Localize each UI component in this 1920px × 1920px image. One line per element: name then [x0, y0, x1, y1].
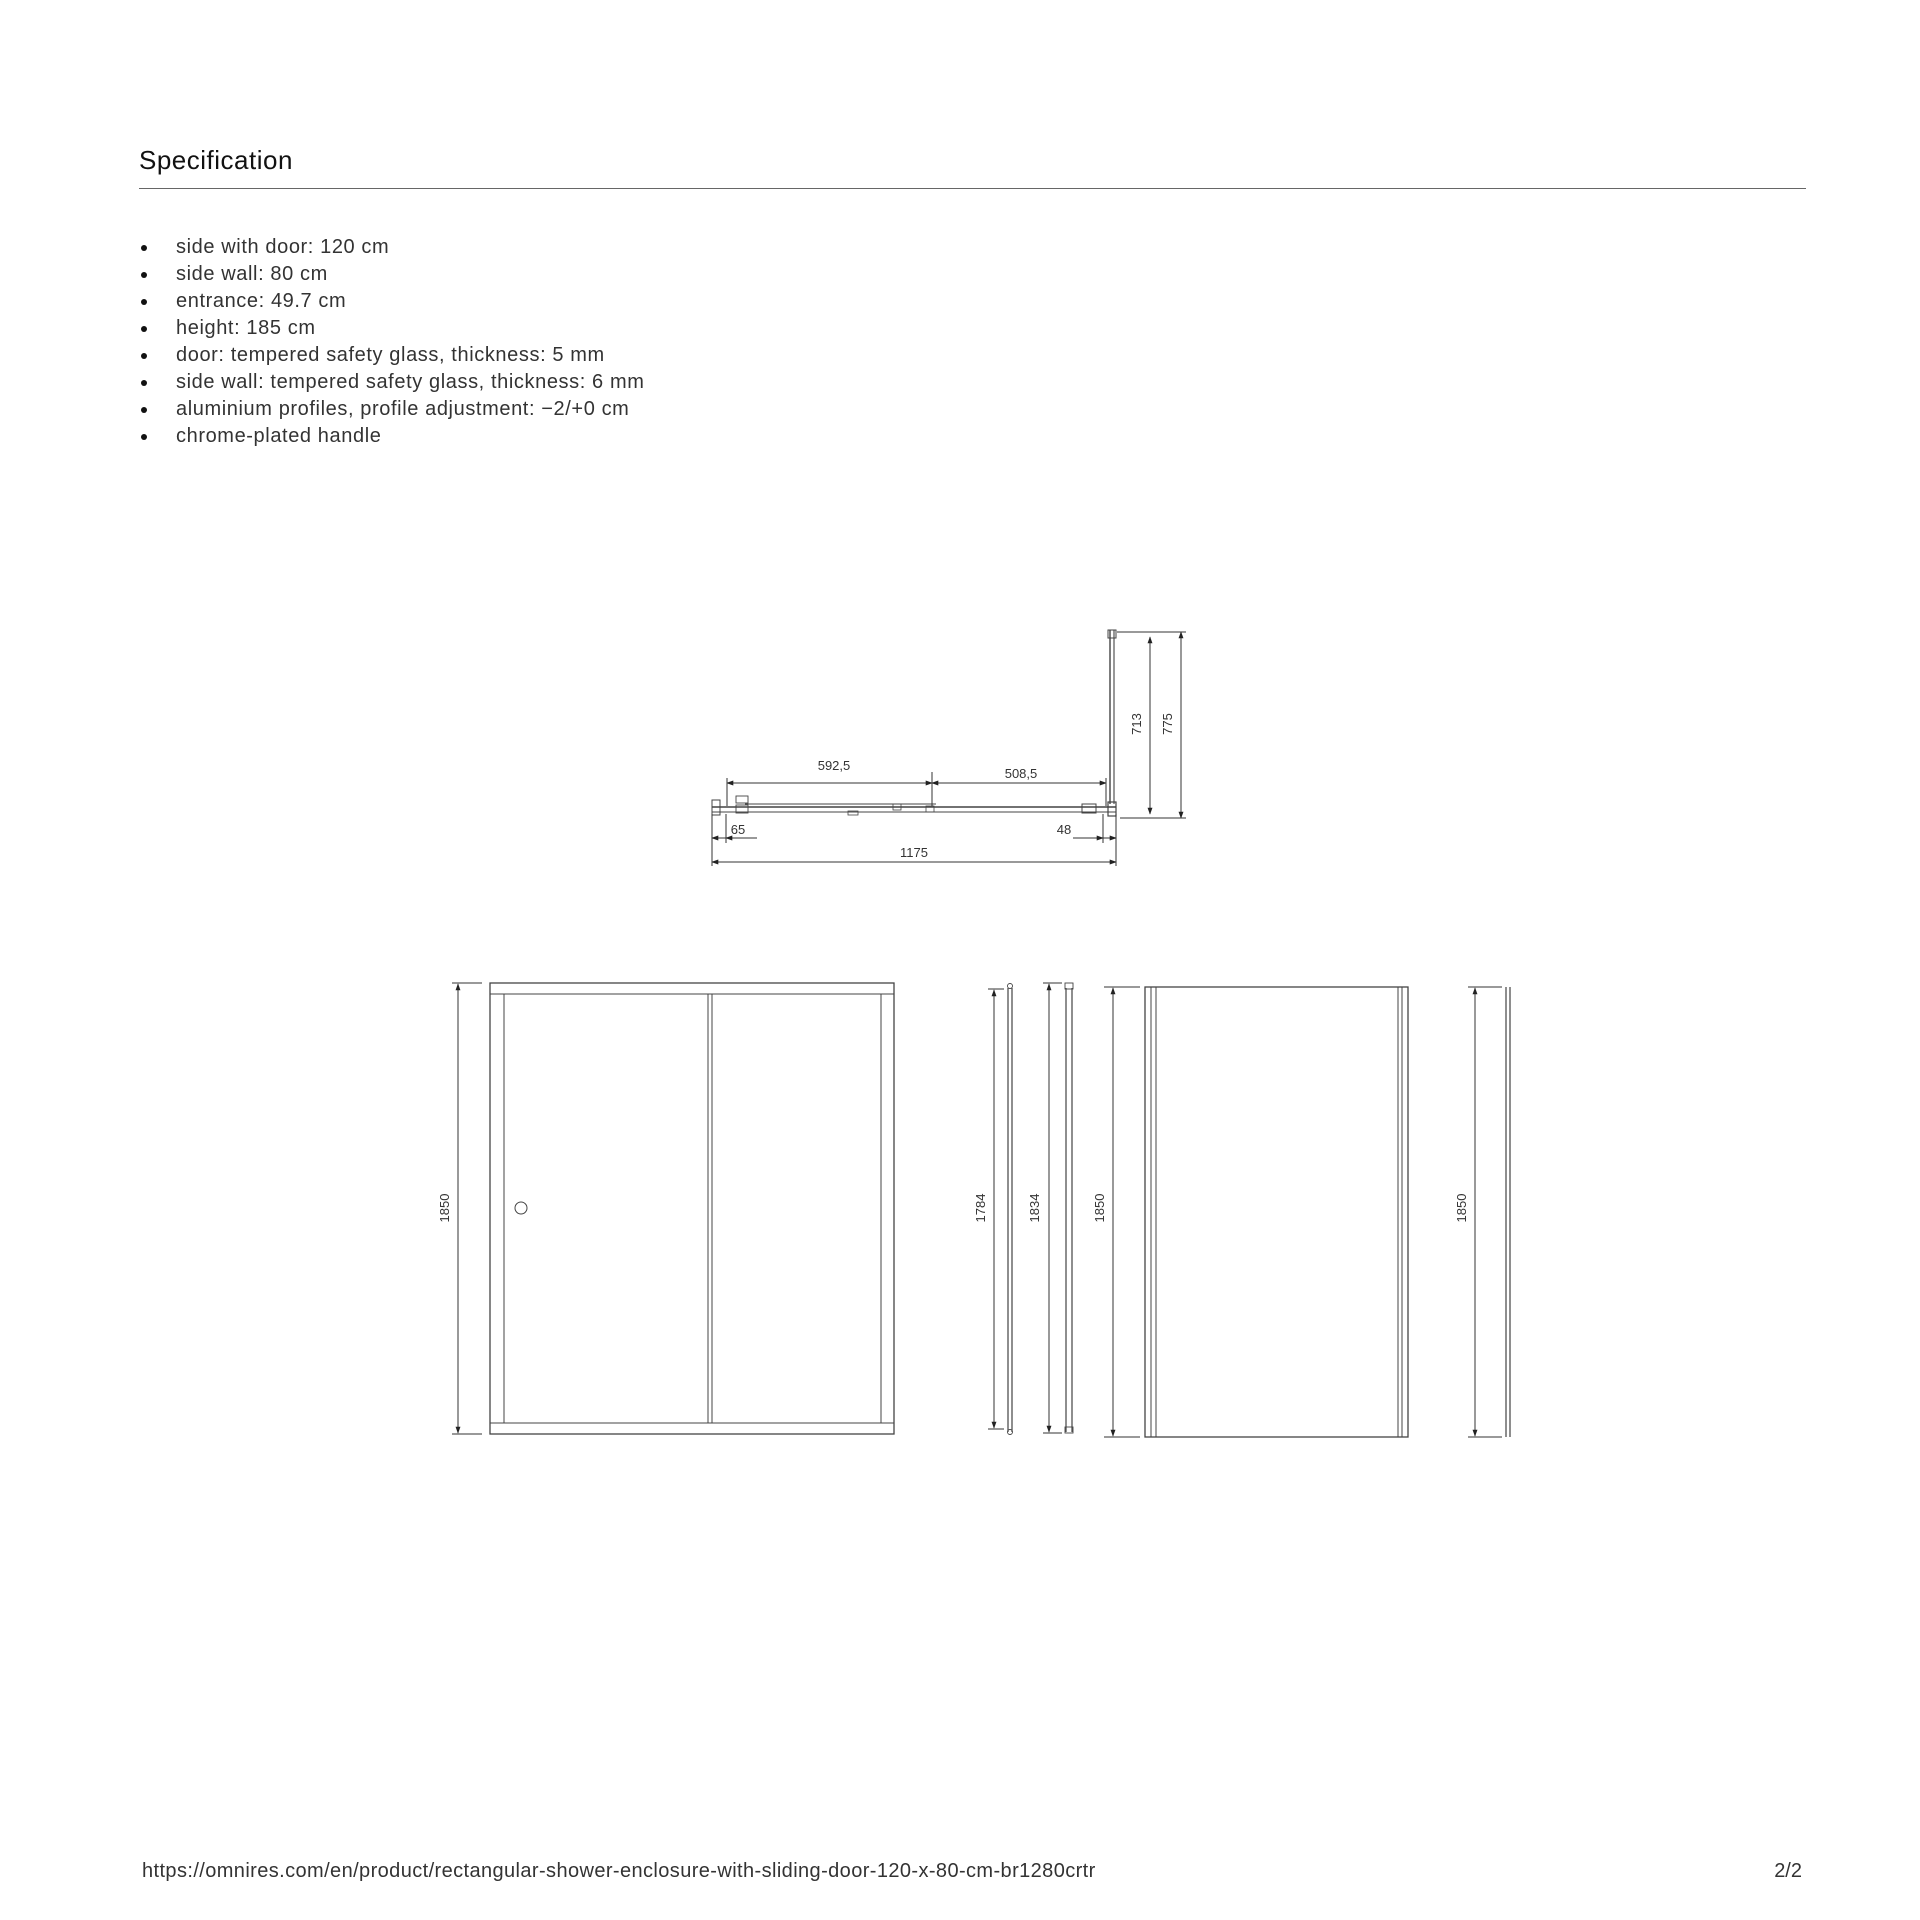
- spec-text: side with door: 120 cm: [176, 236, 390, 258]
- side-wall-dimensions: [1104, 987, 1140, 1437]
- dim-label-side-glass: 1850: [1454, 1193, 1469, 1223]
- section-title: Specification: [139, 145, 293, 175]
- plan-view: [712, 630, 1116, 816]
- spec-text: height: 185 cm: [176, 317, 316, 339]
- plan-wall-cap: [1108, 630, 1116, 638]
- dim-label-door-profile: 1834: [1027, 1193, 1042, 1223]
- dim-label-front-height: 1850: [437, 1193, 452, 1223]
- plan-left-roller: [736, 796, 748, 803]
- side-glass-section: [1506, 987, 1510, 1437]
- front-frame-outer: [490, 983, 894, 1434]
- door-handle-icon: [515, 1202, 527, 1214]
- dim-label-total-width: 1175: [900, 845, 928, 860]
- dim-label-door-glass: 1784: [973, 1193, 988, 1223]
- side-dimensions: [988, 983, 1062, 1433]
- dim-label-door-panel: 592,5: [817, 758, 851, 773]
- spec-text: chrome-plated handle: [176, 425, 382, 447]
- plan-dimensions: [712, 632, 1186, 866]
- dim-label-wall-outer: 775: [1160, 713, 1175, 735]
- dim-label-wall-inner: 713: [1129, 713, 1144, 735]
- footer-url: https://omnires.com/en/product/rectangular-shower-enclosure-with-sliding-door-120-x-80-cm-br1280crtr: [142, 1860, 1096, 1882]
- dim-label-right-offset: 48: [1056, 822, 1072, 837]
- dim-label-side-height: 1850: [1092, 1193, 1107, 1223]
- page-number: 2/2: [1774, 1860, 1802, 1882]
- front-dimensions: [452, 983, 482, 1434]
- spec-text: aluminium profiles, profile adjustment: −2/+0 cm: [176, 398, 630, 420]
- spec-text: door: tempered safety glass, thickness: 5 mm: [176, 344, 605, 366]
- front-elevation: [490, 983, 894, 1434]
- side-wall-elevation: [1145, 987, 1408, 1437]
- profile-section-door: [1008, 984, 1013, 1435]
- profile-section-fixed: [1065, 983, 1073, 1433]
- side-glass-dimensions: [1468, 987, 1502, 1437]
- plan-corner-post: [1108, 802, 1116, 816]
- spec-text: entrance: 49.7 cm: [176, 290, 347, 312]
- side-wall-panel: [1145, 987, 1408, 1437]
- dim-label-fixed-panel: 508,5: [1004, 766, 1038, 781]
- dim-label-left-offset: 65: [730, 822, 746, 837]
- spec-text: side wall: 80 cm: [176, 263, 328, 285]
- door-roller-top: [1008, 984, 1013, 989]
- spec-text: side wall: tempered safety glass, thickness: 6 mm: [176, 371, 645, 393]
